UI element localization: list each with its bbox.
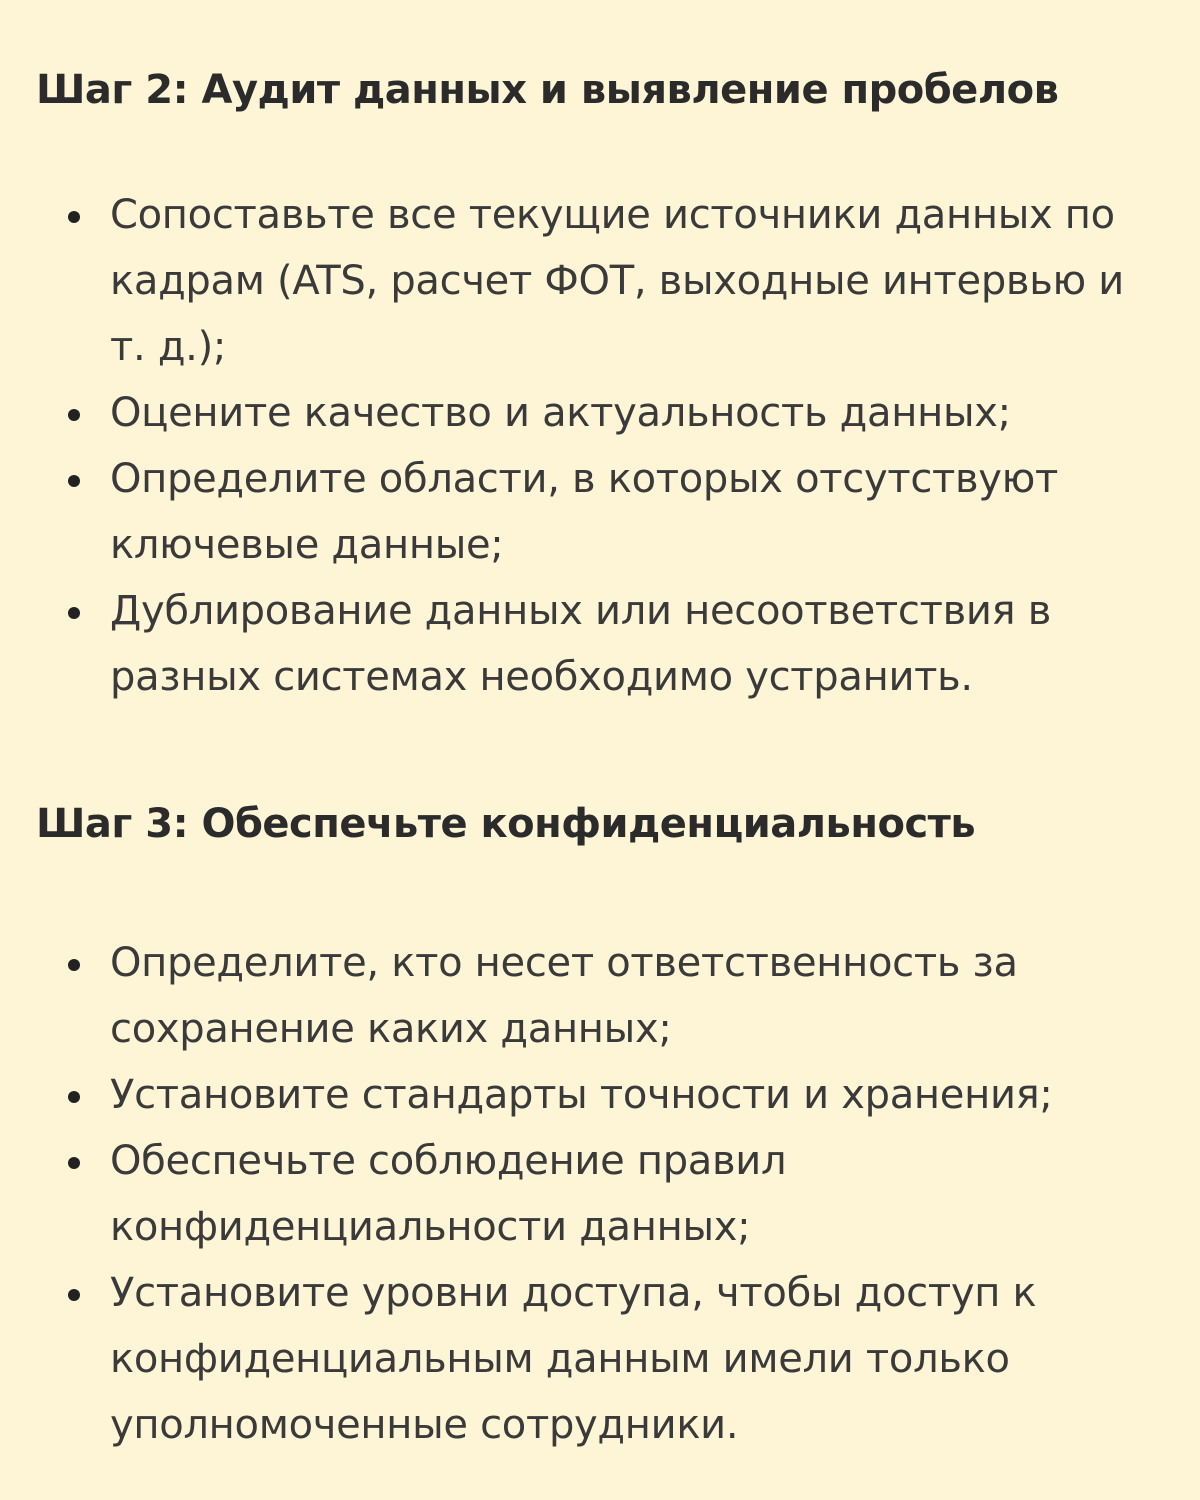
list-item-text: Оцените качество и актуальность данных; xyxy=(110,390,1011,436)
section-title-step-3: Шаг 3: Обеспечьте конфиденциальность xyxy=(36,801,976,847)
list-item xyxy=(36,578,1160,710)
bullet-dot-icon xyxy=(68,607,80,619)
bullet-dot-icon xyxy=(68,1091,80,1103)
list-item-text: Определите, кто несет ответственность за сохранение каких данных; xyxy=(110,940,1018,1052)
list-item xyxy=(36,1128,1160,1260)
bullet-list-step-2 xyxy=(36,182,1160,710)
list-item-text: Обеспечьте соблюдение правил конфиденциальности данных; xyxy=(110,1138,787,1250)
list-item xyxy=(36,1260,1160,1458)
bullet-list-step-3 xyxy=(36,930,1160,1458)
bullet-dot-icon xyxy=(68,1157,80,1169)
list-item xyxy=(36,930,1160,1062)
list-item-text: Сопоставьте все текущие источники данных по кадрам (ATS, расчет ФОТ, выходные интервью и т. д.); xyxy=(110,192,1124,370)
list-item-text: Установите уровни доступа, чтобы доступ к конфиденциальным данным имели только уполномоченные сотрудники. xyxy=(110,1270,1037,1448)
list-item xyxy=(36,446,1160,578)
section-title-step-2: Шаг 2: Аудит данных и выявление пробелов xyxy=(36,67,1059,113)
list-item-text: Определите области, в которых отсутствуют ключевые данные; xyxy=(110,456,1059,568)
list-item xyxy=(36,182,1160,380)
bullet-dot-icon xyxy=(68,409,80,421)
list-item-text: Дублирование данных или несоответствия в разных системах необходимо устранить. xyxy=(110,588,1051,700)
list-item xyxy=(36,1062,1160,1128)
bullet-dot-icon xyxy=(68,211,80,223)
bullet-dot-icon xyxy=(68,475,80,487)
bullet-dot-icon xyxy=(68,1289,80,1301)
bullet-dot-icon xyxy=(68,959,80,971)
list-item xyxy=(36,380,1160,446)
list-item-text: Установите стандарты точности и хранения; xyxy=(110,1072,1053,1118)
